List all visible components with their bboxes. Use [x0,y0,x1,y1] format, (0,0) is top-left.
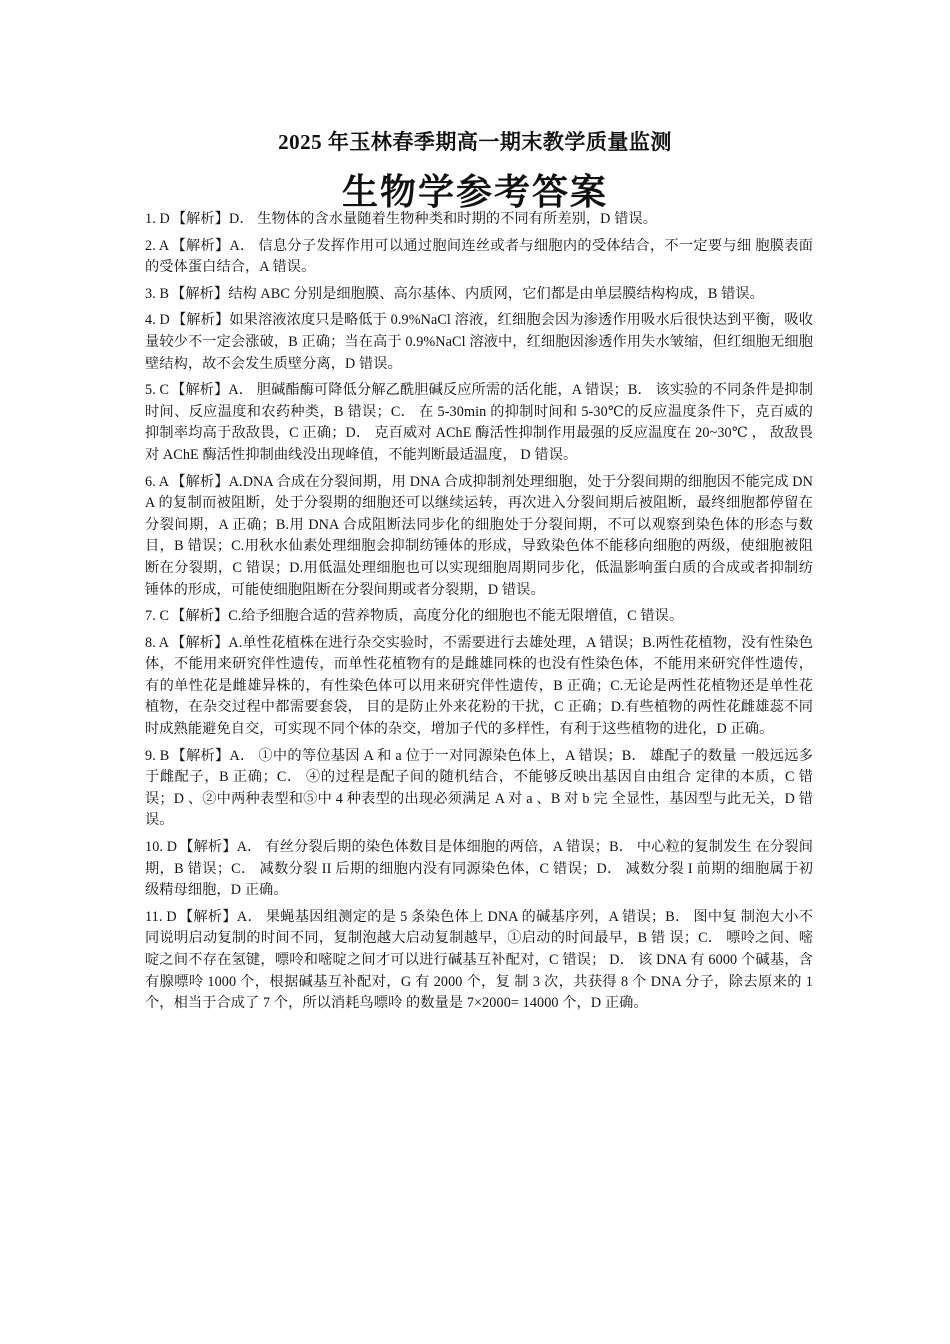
answer-number: 7. C [145,608,170,625]
answer-explanation: 【解析】A． 胆碱酯酶可降低分解乙酰胆碱反应所需的活化能，A 错误；B． 该实验的不同条件是抑制时间、反应温度和农药种类，B 错误；C． 在 5-30min 的抑制时间和 5-30℃的反应温度条件下，克百威的抑制率均高于敌敌畏，C 正确；D． 克百威对 AChE 酶活性抑制作用最强的反应温度在 20~30℃ ， 敌敌畏对 AChE 酶活性抑制曲线没出现峰值，不能判断最适温度， D 错误。 [145,382,813,463]
answer-item-8 [145,633,813,741]
answer-item-11 [145,907,813,1015]
answer-number: 5. C [145,382,170,399]
answer-explanation: 【解析】如果溶液浓度只是略低于 0.9%NaCl 溶液，红细胞会因为渗透作用吸水后很快达到平衡，吸收量较少不一定会涨破，B 正确；当在高于 0.9%NaCl 溶液中，红细胞因渗透作用失水皱缩，但红细胞无细胞壁结构，故不会发生质壁分离，D 错误。 [145,312,813,372]
answer-item-9 [145,746,813,832]
answer-item-6 [145,472,813,602]
answer-item-3 [145,284,813,306]
answer-explanation: 【解析】A.DNA 合成在分裂间期，用 DNA 合成抑制剂处理细胞，处于分裂间期的细胞因不能完成 DNA 的复制而被阻断，处于分裂期的细胞还可以继续运转，再次进入分裂间期后被阻断，最终细胞都停留在分裂间期，A 正确；B.用 DNA 合成阻断法同步化的细胞处于分裂间期，不可以观察到染色体的形态与数目，B 错误；C.用秋水仙素处理细胞会抑制纺锤体的形成，导致染色体不能移向细胞的两级，使细胞被阻断在分裂期，C 错误；D.用低温处理细胞也可以实现细胞周期同步化，低温影响蛋白质的合成或者抑制纺锤体的形成，可能使细胞阻断在分裂间期或者分裂期，D 错误。 [145,473,813,598]
answer-number: 3. B [145,285,170,302]
answer-item-4 [145,310,813,375]
answer-item-2 [145,236,813,279]
answer-number: 4. D [145,312,170,329]
answer-number: 1. D [145,211,170,227]
answer-number: 2. A [145,237,170,254]
document-title: 生物学参考答案 [341,172,608,212]
answer-item-1 [145,209,813,231]
answer-number: 9. B [145,747,170,764]
answer-number: 10. D [145,839,178,856]
exam-title: 2025 年玉林春季期高一期末教学质量监测 [278,130,672,154]
answer-item-5 [145,380,813,466]
answer-explanation: 【解析】D． 生物体的含水量随着生物种类和时期的不同有所差别，D 错误。 [171,211,658,227]
answer-number: 6. A [145,473,170,490]
answer-explanation: 【解析】A.单性花植株在进行杂交实验时，不需要进行去雄处理，A 错误；B.两性花植物，没有性染色体，不能用来研究伴性遗传，而单性花植物有的是雌雄同株的也没有性染色体，不能用来研究伴性遗传，有的单性花是雌雄异株的，有性染色体可以用来研究伴性遗传，B 正确；C.无论是两性花植物还是单性花植物，在杂交过程中都需要套袋， 目的是防止外来花粉的干扰，C 正确；D.有些植物的两性花雌雄蕊不同时成熟能避免自交，可实现不同个体的杂交，增加子代的多样性，有利于这些植物的进化，D 正确。 [145,634,813,738]
answer-explanation: 【解析】C.给予细胞合适的营养物质，高度分化的细胞也不能无限增值，C 错误。 [171,608,684,625]
answer-list [145,209,813,1020]
answer-explanation: 【解析】A． 信息分子发挥作用可以通过胞间连丝或者与细胞内的受体结合，不一定要与细 胞膜表面的受体蛋白结合，A 错误。 [145,237,813,276]
answer-number: 8. A [145,634,170,651]
answer-number: 11. D [145,908,177,925]
answer-explanation: 【解析】结构 ABC 分别是细胞膜、高尔基体、内质网，它们都是由单层膜结构构成，B 错误。 [171,285,764,302]
answer-item-7 [145,606,813,628]
answer-item-10 [145,837,813,902]
answer-explanation: 【解析】A． 有丝分裂后期的染色体数目是体细胞的两倍，A 错误；B． 中心粒的复制发生 在分裂间期，B 错误；C． 减数分裂 II 后期的细胞内没有同源染色体，C 错误；D． 减数分裂 I 前期的细胞属于初级精母细胞，D 正确。 [145,839,813,899]
answer-explanation: 【解析】A． 果蝇基因组测定的是 5 条染色体上 DNA 的碱基序列，A 错误；B． 图中复 制泡大小不同说明启动复制的时间不同，复制泡越大启动复制越早，①启动的时间最早，B 错 误；C． 嘌呤之间、嘧啶之间不存在氢键，嘌呤和嘧啶之间才可以进行碱基互补配对，C 错误； D． 该 DNA 有 6000 个碱基，含有腺嘌呤 1000 个，根据碱基互补配对，G 有 2000 个，复 制 3 次，共获得 8 个 DNA 分子，除去原来的 1 个，相当于合成了 7 个，所以消耗鸟嘌呤 的数量是 7×2000= 14000 个，D 正确。 [145,908,813,1012]
answer-explanation: 【解析】A． ①中的等位基因 A 和 a 位于一对同源染色体上，A 错误；B． 雄配子的数量 一般远远多于雌配子，B 正确；C． ④的过程是配子间的随机结合，不能够反映出基因自由组合 定律的本质，C 错误；D 、②中两种表型和⑤中 4 种表型的出现必须满足 A 对 a 、B 对 b 完 全显性，基因型与此无关，D 错误。 [145,747,813,829]
